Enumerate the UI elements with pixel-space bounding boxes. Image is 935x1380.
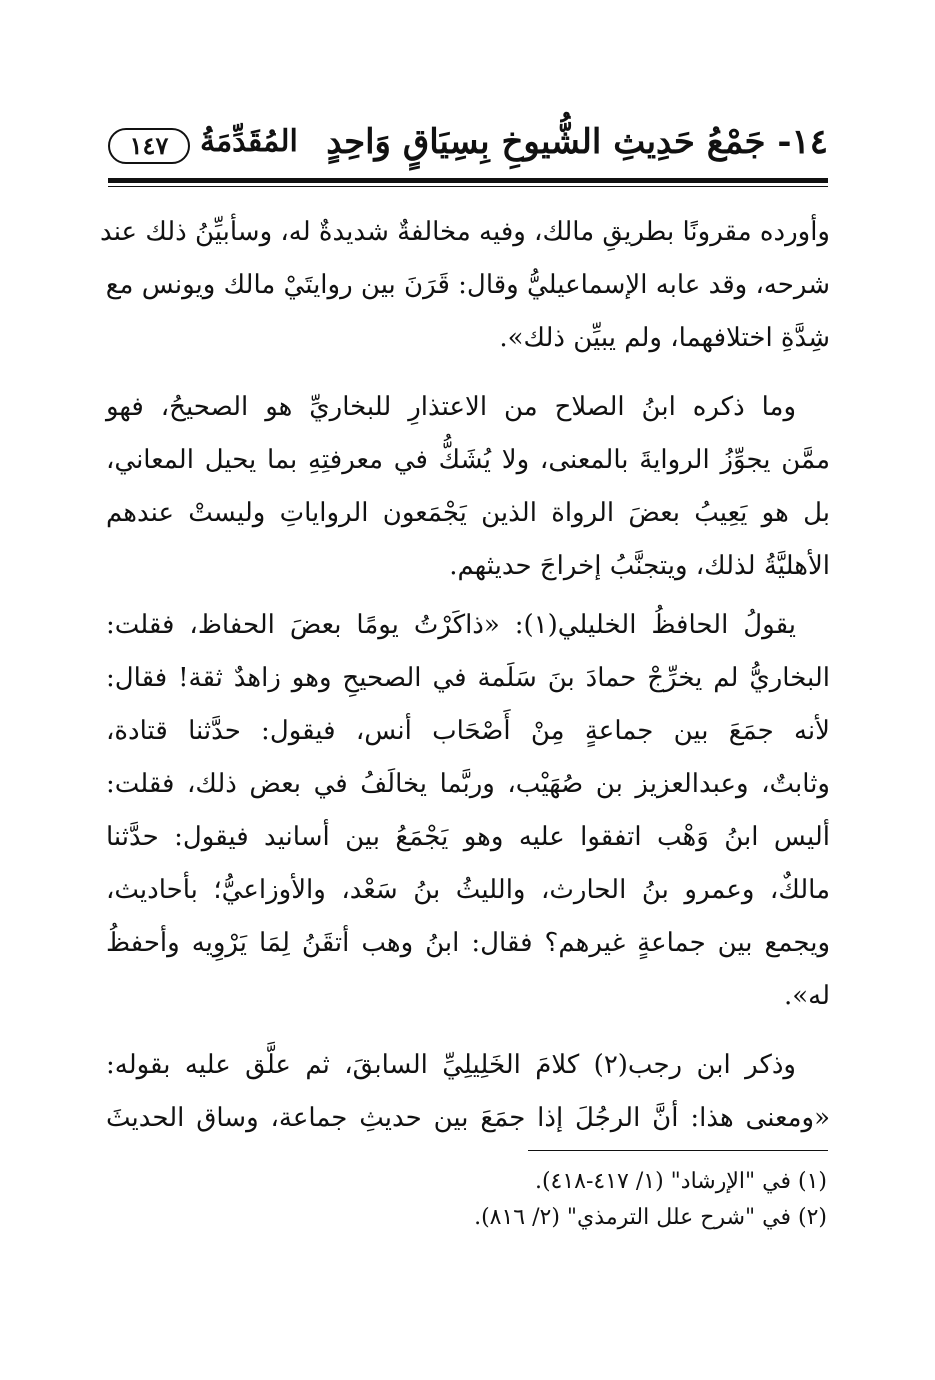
- header-rule-thin: [108, 186, 828, 187]
- main-text: [100, 206, 831, 1145]
- text-line: شرحه، وقد عابه الإسماعيليُّ وقال: قَرَنَ بين روايتَيْ مالك ويونس مع: [105, 270, 830, 300]
- paragraph-3: [106, 599, 830, 1023]
- paragraph-2: [106, 381, 830, 593]
- text-line: «ومعنى هذا: أنَّ الرجُلَ إذا جمَعَ بين حديثِ جماعة، وساق الحديثَ: [106, 1103, 830, 1133]
- text-line: وأورده مقرونًا بطريقِ مالك، وفيه مخالفةٌ شديدةٌ له، وسأبيِّنُ ذلك عند: [100, 217, 830, 247]
- section-name: المُقَدِّمَةُ: [200, 124, 298, 159]
- footnotes: [327, 1164, 827, 1236]
- footnote-2: (٢) في "شرح علل الترمذي" (٢/ ٨١٦).: [474, 1205, 827, 1230]
- text-line: وما ذكره ابنُ الصلاح من الاعتذارِ للبخاريِّ هو الصحيحُ، فهو: [106, 392, 796, 422]
- footnote-separator: [528, 1150, 828, 1151]
- footnote-1: (١) في "الإرشاد" (١/ ٤١٧-٤١٨).: [534, 1169, 827, 1194]
- text-line: شِدَّةِ اختلافهما، ولم يبيِّن ذلك».: [499, 323, 830, 353]
- text-line: وذكر ابن رجب(٢) كلامَ الخَلِيلِيِّ السابقَ، ثم علَّق عليه بقوله:: [106, 1050, 796, 1080]
- paragraph-4: [106, 1039, 830, 1145]
- text-line: بل هو يَعِيبُ بعضَ الرواة الذين يَجْمَعون الرواياتِ وليستْ عندهم: [106, 498, 830, 528]
- text-line: الأهليَّةُ لذلك، ويتجنَّبُ إخراجَ حديثهم.: [449, 551, 830, 581]
- text-line: يقولُ الحافظُ الخليلي(١): «ذاكَرْتُ يومًا بعضَ الحفاظ، فقلت:: [106, 610, 796, 640]
- paragraph-1: [100, 206, 830, 365]
- page-number-badge: ١٤٧: [108, 128, 190, 164]
- text-line: ويجمع بين جماعةٍ غيرهم؟ فقال: ابنُ وهب أتقَنُ لِمَا يَرْوِيه وأحفظُ: [106, 928, 830, 958]
- header-rule-thick: [108, 178, 828, 183]
- page-header: [108, 118, 828, 176]
- text-line: مالكٌ، وعمرو بنُ الحارث، والليثُ بنُ سَعْد، والأوزاعيُّ؛ بأحاديث،: [106, 875, 830, 905]
- text-line: ممَّن يجوِّزُ الروايةَ بالمعنى، ولا يُشَكُّ في معرفتِهِ بما يحيل المعاني،: [106, 445, 831, 475]
- text-line: وثابتٌ، وعبدالعزيز بن صُهَيْب، وربَّما يخالَفُ في بعض ذلك، فقلت:: [106, 769, 830, 799]
- chapter-title: ١٤- جَمْعُ حَدِيثِ الشُّيوخِ بِسِيَاقٍ وَاحِدٍ: [326, 122, 828, 162]
- text-line: أليس ابنُ وَهْب اتفقوا عليه وهو يَجْمَعُ بين أسانيد فيقول: حدَّثنا: [106, 822, 830, 852]
- text-line: لأنه جمَعَ بين جماعةٍ مِنْ أَصْحَاب أنس، فيقول: حدَّثنا قتادة،: [106, 716, 830, 746]
- text-line: البخاريُّ لم يخرِّجْ حمادَ بنَ سَلَمة في الصحيحِ وهو زاهدٌ ثقة! فقال:: [106, 663, 830, 693]
- text-line: له».: [783, 981, 830, 1011]
